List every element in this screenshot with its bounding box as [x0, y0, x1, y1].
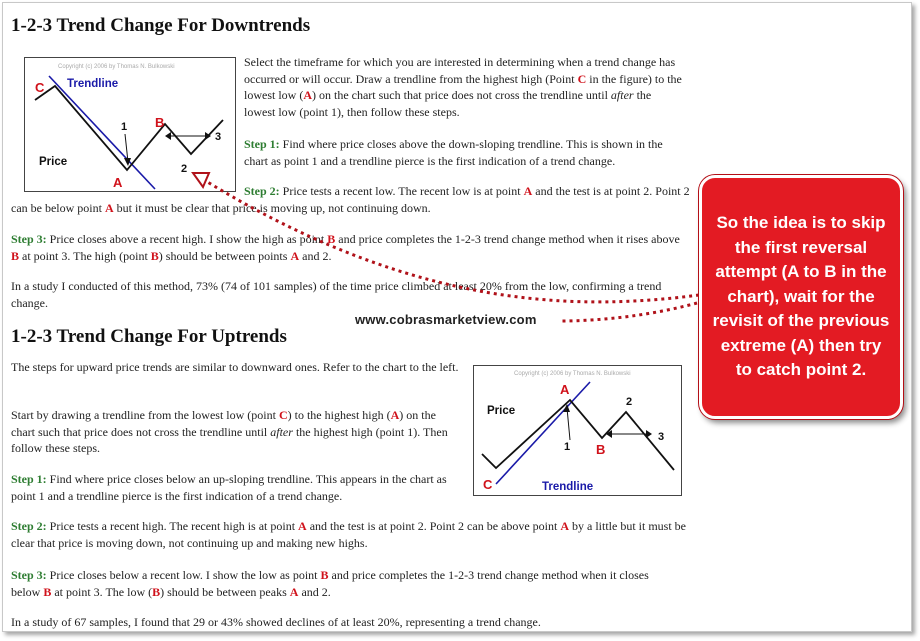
uptrend-heading: 1-2-3 Trend Change For Uptrends [11, 326, 287, 347]
downtrend-step3: Step 3: Price closes above a recent high. I show the high as point B and price completes the 1-2-3 trend change method when it rises above B at point 3. The high (point B) should be between points A and 2. [11, 232, 680, 263]
downtrend-trendline [49, 76, 155, 189]
uptrend-step2: Step 2: Price tests a recent high. The recent high is at point A and the test is at point 2. Point 2 can be above point A by a little but it must be clear that price is moving down, not continuing up and making new highs. [11, 519, 687, 550]
uptrend-label-1: 1 [564, 441, 571, 453]
downtrend-label-trendline: Trendline [67, 78, 119, 90]
downtrend-label-3: 3 [215, 131, 222, 143]
downtrend-heading: 1-2-3 Trend Change For Downtrends [11, 15, 311, 36]
downtrend-chart [24, 57, 236, 192]
downtrend-label-c: C [35, 80, 45, 95]
uptrend-point1-arrow [567, 408, 570, 440]
uptrend-intro: The steps for upward price trends are similar to downward ones. Refer to the chart to the left. [11, 360, 459, 374]
watermark-url: www.cobrasmarketview.com [355, 312, 537, 327]
downtrend-label-b: B [155, 115, 165, 130]
downtrend-study: In a study I conducted of this method, 73% (74 of 101 samples) of the time price climbed at least 20% from the low, confirming a trend change. [11, 279, 662, 310]
uptrend-label-trendline: Trendline [542, 481, 594, 493]
downtrend-label-2: 2 [181, 163, 188, 175]
uptrend-chart [473, 365, 682, 496]
uptrend-label-b: B [596, 442, 606, 457]
downtrend-step2: Step 2: Price tests a recent low. The recent low is at point A and the test is at point 2. Point 2 can be below point A but it must be clear that price is moving up, not continuing down. [11, 184, 690, 215]
downtrend-label-price: Price [39, 156, 68, 168]
downtrend-step1: Step 1: Find where price closes above the down-sloping trendline. This is shown in the chart as point 1 and a trendline pierce is the first indication of a trend change. [244, 137, 663, 168]
downtrend-chart-copyright: Copyright (c) 2006 by Thomas N. Bulkowski [58, 64, 175, 70]
document-frame [2, 2, 912, 632]
uptrend-label-a: A [560, 382, 570, 397]
callout-box [699, 175, 903, 419]
downtrend-chart-svg [25, 58, 235, 191]
uptrend-label-3: 3 [658, 431, 665, 443]
uptrend-chart-svg [474, 366, 681, 495]
uptrend-label-price: Price [487, 405, 516, 417]
uptrend-trendline [496, 382, 590, 484]
uptrend-para2: Start by drawing a trendline from the lowest low (point C) to the highest high (A) on the chart such that price does not cross the trendline until after the highest high (point 1). Then follow these steps. [11, 408, 448, 455]
uptrend-chart-copyright: Copyright (c) 2006 by Thomas N. Bulkowski [514, 371, 631, 377]
uptrend-step1: Step 1: Find where price closes below an up-sloping trendline. This appears in the chart as point 1 and a trendline pierce is the first indication of a trend change. [11, 472, 447, 503]
callout-text: So the idea is to skip the first reversal attempt (A to B in the chart), wait for the revisit of the previous extreme (A) then try to catch point 2. [712, 213, 890, 380]
uptrend-step3: Step 3: Price closes below a recent low. I show the low as point B and price completes the 1-2-3 trend change method when it closes below B at point 3. The low (B) should be between peaks A and 2. [11, 568, 649, 599]
uptrend-study: In a study of 67 samples, I found that 29 or 43% showed declines of at least 20%, representing a trend change. [11, 615, 541, 629]
uptrend-label-2: 2 [626, 396, 633, 408]
downtrend-intro: Select the timeframe for which you are interested in determining when a trend change has occurred or will occur. Draw a trendline from the highest high (Point C in the figure) to the lowest low (A) on the chart such that price does not cross the trendline until after the lowest low (point 1), then follow these steps. [244, 55, 682, 119]
downtrend-label-1: 1 [121, 121, 128, 133]
downtrend-label-a: A [113, 175, 123, 190]
uptrend-label-c: C [483, 477, 493, 492]
